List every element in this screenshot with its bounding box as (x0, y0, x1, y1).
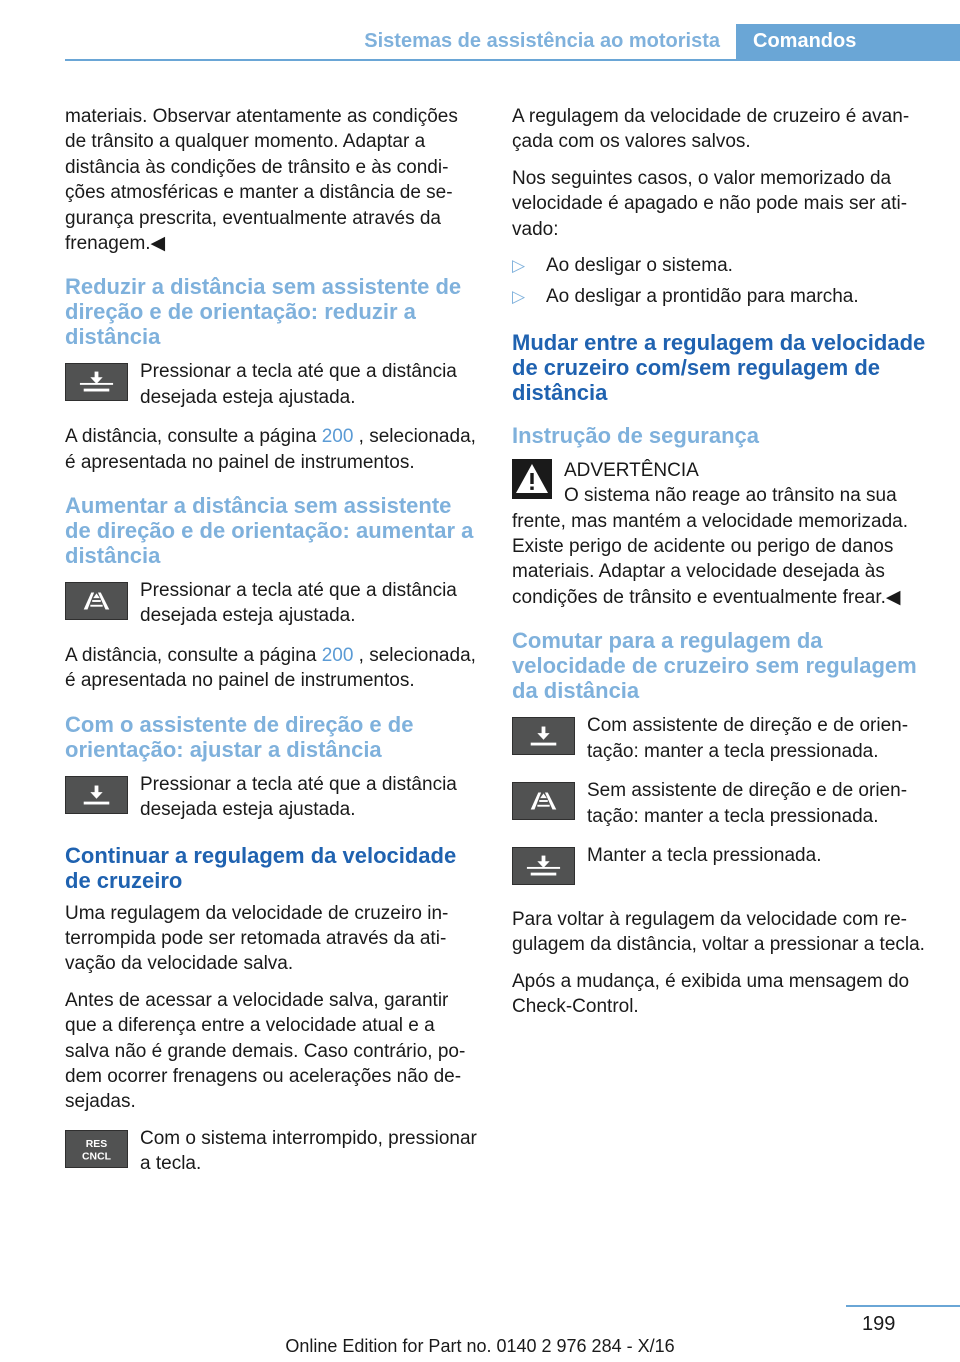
distance-adjust-key-icon (512, 717, 575, 755)
key-instruction-text: Pressionar a tecla até que a distância desejada esteja ajustada. (140, 361, 457, 408)
warning-block (512, 458, 928, 509)
res-cncl-key-icon (65, 1130, 128, 1168)
warning-text-continued: frente, mas mantém a velocidade memorizada. Existe perigo de acidente ou perigo de danos materiais. Adaptar a velocidade desejada às condições de trânsito e eventualmente frear.◀ (512, 510, 909, 608)
distance-decrease-key-icon (512, 847, 575, 885)
warning-triangle-icon (512, 459, 552, 499)
paragraph: A regulagem da velocidade de cruzeiro é avançada com os valores salvos. (512, 106, 910, 153)
paragraph: A distância, consulte a página 200 , selecionada, é apresentada no painel de instrumentos. (65, 426, 476, 473)
svg-text:CNCL: CNCL (82, 1151, 111, 1163)
key-instruction (512, 778, 928, 829)
paragraph: materiais. Observar atentamente as condições de trânsito a qualquer momento. Adaptar a distância às condições de trânsito e às condições atmosféricas e manter a distância de segurança prescrita, eventualmente através da frenagem.◀ (65, 106, 458, 255)
list-item: ▷ Ao desligar a prontidão para marcha. (512, 284, 928, 309)
page-link[interactable]: 200 (321, 644, 354, 666)
key-instruction (65, 772, 479, 823)
triangle-bullet-icon: ▷ (512, 287, 526, 307)
heading-continue-cruise: Continuar a regulagem da velocidade de cruzeiro (65, 842, 457, 893)
header-section-title: Sistemas de assistência ao motorista (364, 30, 720, 52)
paragraph: Antes de acessar a velocidade salva, garantir que a diferença entre a velocidade atual e a salva não é grande demais. Caso contrário, podem ocorrer frenagens ou acelerações não desejadas. (65, 989, 466, 1113)
distance-increase-key-icon (512, 782, 575, 820)
paragraph: Nos seguintes casos, o valor memorizado da velocidade é apagado e não pode mais ser ativado: (512, 167, 908, 240)
list-item: ▷ Ao desligar o sistema. (512, 253, 928, 278)
distance-decrease-key-icon (65, 363, 128, 401)
bullet-list (512, 253, 928, 310)
page-link[interactable]: 200 (321, 426, 354, 448)
key-instruction-text: Manter a tecla pressionada. (587, 844, 822, 866)
heading-commute: Comutar para a regulagem da velocidade de cruzeiro sem regulagem da distância (512, 628, 917, 704)
warning-title: ADVERTÊNCIA (564, 459, 699, 481)
key-instruction (512, 713, 928, 764)
paragraph: Uma regulagem da velocidade de cruzeiro interrompida pode ser retomada através da ativação da velocidade salva. (65, 902, 449, 975)
key-instruction (65, 359, 479, 410)
key-instruction (512, 843, 928, 893)
page-header (0, 0, 960, 62)
header-tab-label: Comandos (753, 30, 857, 52)
heading-increase-distance: Aumentar a distância sem assistente de direção e de orientação: aumentar a distância (65, 493, 474, 569)
page-number-rule (846, 1305, 960, 1307)
page-number: 199 (862, 1313, 896, 1335)
key-instruction-text: Com assistente de direção e de orientação: manter a tecla pressionada. (587, 715, 909, 762)
heading-assist-distance: Com o assistente de direção e de orientação: ajustar a distância (65, 711, 414, 762)
paragraph: Para voltar à regulagem da velocidade com regulagem da distância, voltar a pressionar a tecla. (512, 908, 925, 956)
key-instruction-text: Pressionar a tecla até que a distância desejada esteja ajustada. (140, 580, 457, 627)
heading-safety: Instrução de segurança (512, 422, 759, 448)
heading-switch-cruise: Mudar entre a regulagem da velocidade de cruzeiro com/sem regulagem de distância (512, 329, 926, 405)
key-instruction (65, 578, 479, 629)
footer-edition: Online Edition for Part no. 0140 2 976 284 - X/16 (285, 1336, 675, 1356)
paragraph: A distância, consulte a página 200 , selecionada, é apresentada no painel de instrumentos. (65, 644, 476, 692)
heading-reduce-distance: Reduzir a distância sem assistente de direção e de orientação: reduzir a distância (65, 274, 462, 350)
right-column (512, 104, 928, 1031)
key-instruction-text: Sem assistente de direção e de orientação: manter a tecla pressionada. (587, 780, 908, 827)
distance-increase-key-icon (65, 582, 128, 620)
triangle-bullet-icon: ▷ (512, 256, 526, 276)
svg-text:RES: RES (85, 1138, 108, 1150)
key-instruction (65, 1126, 479, 1177)
distance-adjust-key-icon (65, 776, 128, 814)
header-tab (736, 24, 960, 61)
key-instruction-text: Pressionar a tecla até que a distância desejada esteja ajustada. (140, 773, 457, 821)
paragraph: Após a mudança, é exibida uma mensagem do Check-Control. (512, 970, 910, 1018)
key-instruction-text: Com o sistema interrompido, pressionar a tecla. (140, 1127, 477, 1175)
left-column (65, 104, 479, 1191)
warning-text: O sistema não reage ao trânsito na sua (564, 485, 897, 507)
